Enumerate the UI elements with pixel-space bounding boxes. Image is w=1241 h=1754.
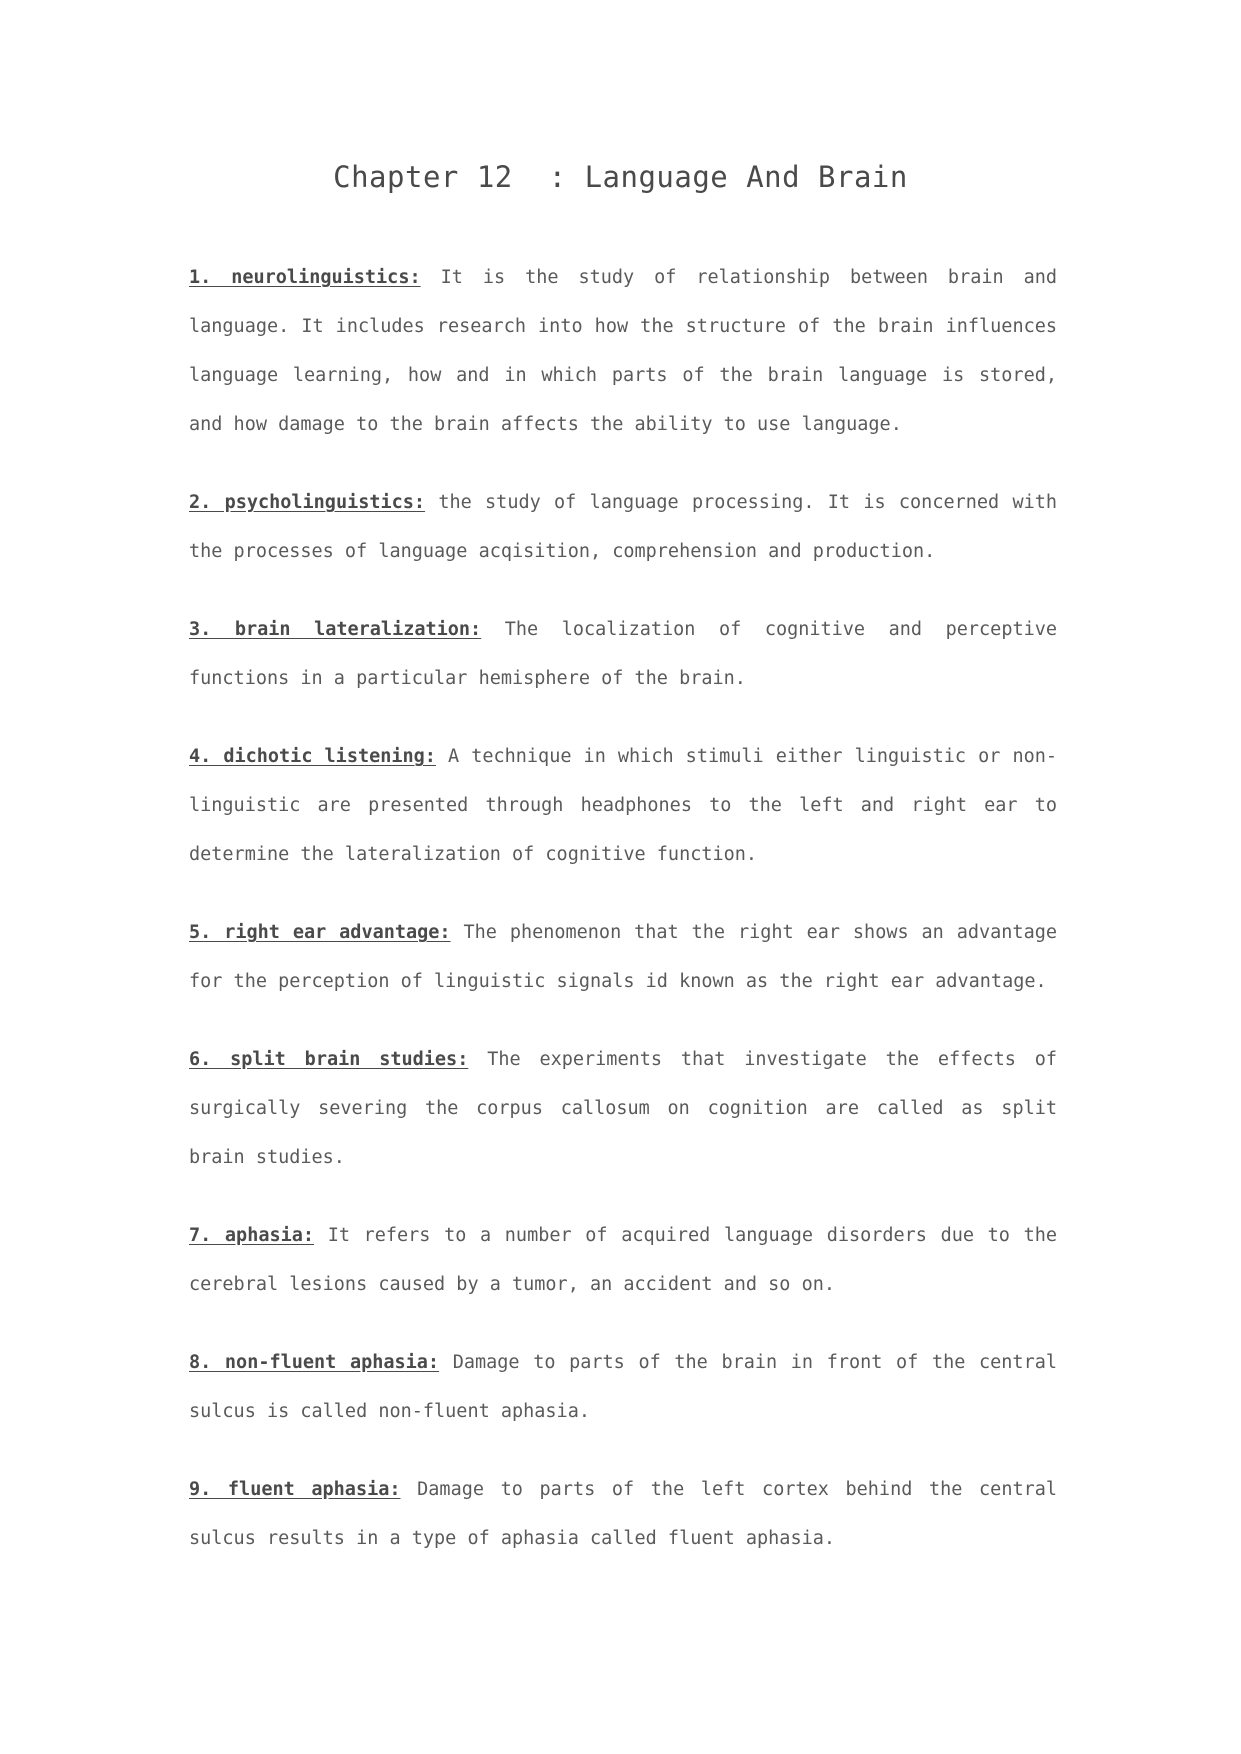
glossary-entry	[189, 1035, 1057, 1182]
page-title: Chapter 12 : Language And Brain	[333, 160, 908, 194]
glossary-term: 4. dichotic listening:	[189, 746, 436, 767]
glossary-list	[189, 253, 1057, 1592]
glossary-term: 8. non-fluent aphasia:	[189, 1352, 440, 1373]
glossary-entry	[189, 732, 1057, 879]
glossary-definition: The phenomenon that the right ear shows an advantage for the perception of linguistic signals id known as the right ear advantage.	[189, 922, 1057, 992]
glossary-definition: Damage to parts of the brain in front of the central sulcus is called non-fluent aphasia.	[189, 1352, 1057, 1422]
glossary-entry	[189, 253, 1057, 449]
glossary-entry	[189, 1465, 1057, 1563]
glossary-definition: Damage to parts of the left cortex behind the central sulcus results in a type of aphasia called fluent aphasia.	[189, 1479, 1058, 1549]
glossary-term: 9. fluent aphasia:	[189, 1479, 401, 1500]
glossary-definition: the study of language processing. It is concerned with the processes of language acqisition, comprehension and production.	[189, 492, 1057, 562]
glossary-definition: It is the study of relationship between brain and language. It includes research into how the structure of the brain influences language learning, how and in which parts of the brain language is stored, and how damage to the brain affects the ability to use language.	[189, 267, 1057, 435]
glossary-entry	[189, 1338, 1057, 1436]
glossary-term: 1. neurolinguistics:	[189, 267, 421, 288]
glossary-term: 5. right ear advantage:	[189, 922, 451, 943]
glossary-definition: A technique in which stimuli either linguistic or non-linguistic are presented through headphones to the left and right ear to determine the lateralization of cognitive function.	[189, 746, 1057, 865]
glossary-entry	[189, 908, 1057, 1006]
glossary-term: 3. brain lateralization:	[189, 619, 482, 640]
glossary-term: 2. psycholinguistics:	[189, 492, 426, 513]
glossary-term: 7. aphasia:	[189, 1225, 315, 1246]
glossary-entry	[189, 1211, 1057, 1309]
glossary-entry	[189, 478, 1057, 576]
glossary-definition: It refers to a number of acquired language disorders due to the cerebral lesions caused by a tumor, an accident and so on.	[189, 1225, 1057, 1295]
glossary-definition: The experiments that investigate the effects of surgically severing the corpus callosum on cognition are called as split brain studies.	[189, 1049, 1057, 1168]
glossary-term: 6. split brain studies:	[189, 1049, 469, 1070]
glossary-entry	[189, 605, 1057, 703]
glossary-definition: The localization of cognitive and perceptive functions in a particular hemisphere of the brain.	[189, 619, 1058, 689]
